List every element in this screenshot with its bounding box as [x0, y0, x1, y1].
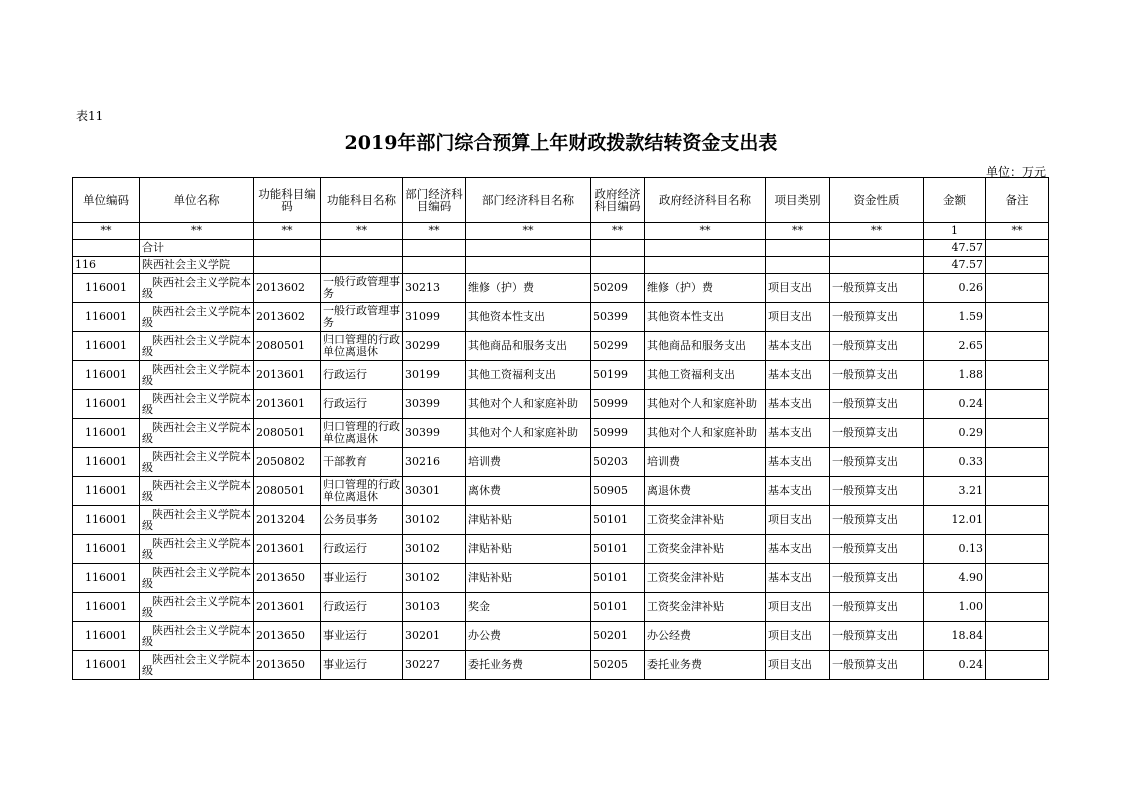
total-label: 合计	[140, 240, 254, 257]
dept-econ-code-cell: 30216	[403, 448, 466, 477]
func-name-cell: 归口管理的行政单位离退休	[321, 332, 403, 361]
func-name-cell: 行政运行	[321, 361, 403, 390]
note-cell	[986, 564, 1049, 593]
marker-cell: **	[403, 223, 466, 240]
amount-cell: 1.00	[924, 593, 986, 622]
note-cell	[986, 303, 1049, 332]
dept-econ-name-cell: 津贴补贴	[466, 564, 591, 593]
nature-cell: 一般预算支出	[830, 274, 924, 303]
unit-code-cell: 116001	[73, 390, 140, 419]
gov-econ-code-cell: 50209	[591, 274, 645, 303]
category-cell: 基本支出	[766, 564, 830, 593]
unit-name-cell: 陕西社会主义学院本级	[140, 274, 254, 303]
gov-econ-code-cell: 50101	[591, 535, 645, 564]
nature-cell: 一般预算支出	[830, 593, 924, 622]
func-name-cell: 公务员事务	[321, 506, 403, 535]
header-cell: 政府经济科目名称	[645, 178, 766, 223]
header-cell: 备注	[986, 178, 1049, 223]
gov-econ-name-cell: 其他对个人和家庭补助	[645, 390, 766, 419]
gov-econ-name-cell: 工资奖金津补贴	[645, 535, 766, 564]
gov-econ-name-cell: 其他对个人和家庭补助	[645, 419, 766, 448]
amount-cell: 1.88	[924, 361, 986, 390]
amount-cell: 0.33	[924, 448, 986, 477]
func-code-cell: 2050802	[254, 448, 321, 477]
func-code-cell: 2013602	[254, 274, 321, 303]
amount-cell: 18.84	[924, 622, 986, 651]
gov-econ-name-cell: 工资奖金津补贴	[645, 593, 766, 622]
func-name-cell: 事业运行	[321, 564, 403, 593]
unit-name-cell: 陕西社会主义学院本级	[140, 477, 254, 506]
note-cell	[986, 419, 1049, 448]
func-code-cell: 2013650	[254, 564, 321, 593]
dept-econ-code-cell: 30227	[403, 651, 466, 680]
unit-code-cell: 116001	[73, 564, 140, 593]
dept-econ-code-cell: 31099	[403, 303, 466, 332]
func-name-cell: 行政运行	[321, 535, 403, 564]
marker-cell: **	[830, 223, 924, 240]
gov-econ-code-cell: 50203	[591, 448, 645, 477]
func-name-cell: 干部教育	[321, 448, 403, 477]
category-cell: 项目支出	[766, 506, 830, 535]
category-cell: 项目支出	[766, 303, 830, 332]
gov-econ-code-cell: 50101	[591, 593, 645, 622]
nature-cell: 一般预算支出	[830, 651, 924, 680]
table-row	[73, 564, 1049, 593]
dept-econ-code-cell: 30399	[403, 419, 466, 448]
nature-cell: 一般预算支出	[830, 477, 924, 506]
dept-row	[73, 257, 1049, 274]
note-cell	[986, 332, 1049, 361]
unit-name-cell: 陕西社会主义学院本级	[140, 506, 254, 535]
amount-cell: 0.13	[924, 535, 986, 564]
note-cell	[986, 448, 1049, 477]
func-code-cell: 2013650	[254, 622, 321, 651]
table-row	[73, 361, 1049, 390]
header-cell: 资金性质	[830, 178, 924, 223]
table-number: 表11	[76, 109, 104, 123]
func-code-cell: 2013650	[254, 651, 321, 680]
dept-econ-name-cell: 其他资本性支出	[466, 303, 591, 332]
dept-econ-code-cell: 30102	[403, 506, 466, 535]
nature-cell: 一般预算支出	[830, 303, 924, 332]
table-row	[73, 506, 1049, 535]
nature-cell: 一般预算支出	[830, 361, 924, 390]
nature-cell: 一般预算支出	[830, 390, 924, 419]
unit-name-cell: 陕西社会主义学院本级	[140, 390, 254, 419]
gov-econ-code-cell: 50201	[591, 622, 645, 651]
unit-name-cell: 陕西社会主义学院本级	[140, 361, 254, 390]
table-row	[73, 419, 1049, 448]
budget-table	[72, 177, 1049, 680]
nature-cell: 一般预算支出	[830, 448, 924, 477]
unit-code-cell: 116001	[73, 303, 140, 332]
unit-name-cell: 陕西社会主义学院本级	[140, 564, 254, 593]
dept-econ-name-cell: 离休费	[466, 477, 591, 506]
amount-cell: 4.90	[924, 564, 986, 593]
dept-name: 陕西社会主义学院	[140, 257, 254, 274]
unit-code-cell: 116001	[73, 506, 140, 535]
func-code-cell: 2080501	[254, 332, 321, 361]
gov-econ-code-cell: 50999	[591, 419, 645, 448]
amount-cell: 0.24	[924, 651, 986, 680]
gov-econ-name-cell: 办公经费	[645, 622, 766, 651]
category-cell: 基本支出	[766, 332, 830, 361]
dept-econ-code-cell: 30199	[403, 361, 466, 390]
unit-code-cell: 116001	[73, 448, 140, 477]
note-cell	[986, 535, 1049, 564]
note-cell	[986, 390, 1049, 419]
dept-econ-name-cell: 津贴补贴	[466, 535, 591, 564]
unit-code-cell: 116001	[73, 535, 140, 564]
unit-name-cell: 陕西社会主义学院本级	[140, 332, 254, 361]
nature-cell: 一般预算支出	[830, 535, 924, 564]
header-cell: 单位名称	[140, 178, 254, 223]
unit-name-cell: 陕西社会主义学院本级	[140, 651, 254, 680]
unit-code-cell: 116001	[73, 332, 140, 361]
category-cell: 基本支出	[766, 477, 830, 506]
dept-econ-name-cell: 其他对个人和家庭补助	[466, 390, 591, 419]
amount-cell: 3.21	[924, 477, 986, 506]
marker-cell: **	[986, 223, 1049, 240]
marker-cell: 1	[924, 223, 986, 240]
note-cell	[986, 477, 1049, 506]
gov-econ-code-cell: 50905	[591, 477, 645, 506]
dept-amount: 47.57	[924, 257, 986, 274]
unit-name-cell: 陕西社会主义学院本级	[140, 535, 254, 564]
dept-econ-name-cell: 其他对个人和家庭补助	[466, 419, 591, 448]
func-name-cell: 归口管理的行政单位离退休	[321, 477, 403, 506]
note-cell	[986, 593, 1049, 622]
unit-code-cell: 116001	[73, 274, 140, 303]
func-code-cell: 2013601	[254, 593, 321, 622]
gov-econ-code-cell: 50299	[591, 332, 645, 361]
gov-econ-code-cell: 50101	[591, 506, 645, 535]
page-title: 2019年部门综合预算上年财政拨款结转资金支出表	[344, 132, 778, 154]
gov-econ-code-cell: 50205	[591, 651, 645, 680]
dept-econ-code-cell: 30213	[403, 274, 466, 303]
unit-code-cell: 116001	[73, 651, 140, 680]
func-name-cell: 行政运行	[321, 593, 403, 622]
func-code-cell: 2013602	[254, 303, 321, 332]
note-cell	[986, 622, 1049, 651]
unit-name-cell: 陕西社会主义学院本级	[140, 593, 254, 622]
gov-econ-name-cell: 委托业务费	[645, 651, 766, 680]
category-cell: 基本支出	[766, 419, 830, 448]
dept-econ-code-cell: 30201	[403, 622, 466, 651]
header-cell: 单位编码	[73, 178, 140, 223]
note-cell	[986, 274, 1049, 303]
unit-name-cell: 陕西社会主义学院本级	[140, 448, 254, 477]
marker-cell: **	[766, 223, 830, 240]
dept-econ-name-cell: 津贴补贴	[466, 506, 591, 535]
dept-econ-name-cell: 办公费	[466, 622, 591, 651]
dept-econ-name-cell: 培训费	[466, 448, 591, 477]
table-row	[73, 477, 1049, 506]
gov-econ-name-cell: 维修（护）费	[645, 274, 766, 303]
gov-econ-name-cell: 其他商品和服务支出	[645, 332, 766, 361]
nature-cell: 一般预算支出	[830, 419, 924, 448]
header-cell: 政府经济科目编码	[591, 178, 645, 223]
func-name-cell: 事业运行	[321, 622, 403, 651]
amount-cell: 1.59	[924, 303, 986, 332]
header-cell: 金额	[924, 178, 986, 223]
func-name-cell: 行政运行	[321, 390, 403, 419]
marker-cell: **	[321, 223, 403, 240]
dept-econ-code-cell: 30103	[403, 593, 466, 622]
header-cell: 部门经济科目名称	[466, 178, 591, 223]
func-name-cell: 事业运行	[321, 651, 403, 680]
amount-cell: 0.26	[924, 274, 986, 303]
marker-cell: **	[140, 223, 254, 240]
marker-cell: **	[466, 223, 591, 240]
unit-name-cell: 陕西社会主义学院本级	[140, 419, 254, 448]
header-cell: 部门经济科目编码	[403, 178, 466, 223]
dept-code: 116	[73, 257, 140, 274]
note-cell	[986, 651, 1049, 680]
func-code-cell: 2080501	[254, 477, 321, 506]
dept-econ-name-cell: 维修（护）费	[466, 274, 591, 303]
note-cell	[986, 506, 1049, 535]
dept-econ-code-cell: 30102	[403, 564, 466, 593]
dept-econ-name-cell: 其他商品和服务支出	[466, 332, 591, 361]
category-cell: 基本支出	[766, 361, 830, 390]
header-cell: 功能科目名称	[321, 178, 403, 223]
table-row	[73, 593, 1049, 622]
gov-econ-name-cell: 工资奖金津补贴	[645, 506, 766, 535]
nature-cell: 一般预算支出	[830, 332, 924, 361]
gov-econ-name-cell: 工资奖金津补贴	[645, 564, 766, 593]
amount-cell: 12.01	[924, 506, 986, 535]
unit-name-cell: 陕西社会主义学院本级	[140, 622, 254, 651]
category-cell: 项目支出	[766, 622, 830, 651]
table-row	[73, 535, 1049, 564]
nature-cell: 一般预算支出	[830, 564, 924, 593]
amount-cell: 0.29	[924, 419, 986, 448]
func-code-cell: 2080501	[254, 419, 321, 448]
marker-cell: **	[645, 223, 766, 240]
total-amount: 47.57	[924, 240, 986, 257]
table-row	[73, 274, 1049, 303]
unit-code-cell: 116001	[73, 477, 140, 506]
header-cell: 功能科目编码	[254, 178, 321, 223]
dept-econ-code-cell: 30299	[403, 332, 466, 361]
dept-econ-name-cell: 其他工资福利支出	[466, 361, 591, 390]
unit-code-cell: 116001	[73, 622, 140, 651]
func-code-cell: 2013204	[254, 506, 321, 535]
header-cell: 项目类别	[766, 178, 830, 223]
gov-econ-code-cell: 50101	[591, 564, 645, 593]
gov-econ-name-cell: 其他资本性支出	[645, 303, 766, 332]
gov-econ-name-cell: 培训费	[645, 448, 766, 477]
table-row	[73, 622, 1049, 651]
total-row	[73, 240, 1049, 257]
table-row	[73, 448, 1049, 477]
dept-econ-name-cell: 奖金	[466, 593, 591, 622]
func-code-cell: 2013601	[254, 535, 321, 564]
func-code-cell: 2013601	[254, 390, 321, 419]
gov-econ-name-cell: 离退休费	[645, 477, 766, 506]
note-cell	[986, 361, 1049, 390]
marker-cell: **	[254, 223, 321, 240]
category-cell: 项目支出	[766, 651, 830, 680]
header-row	[73, 178, 1049, 223]
dept-econ-name-cell: 委托业务费	[466, 651, 591, 680]
unit-name-cell: 陕西社会主义学院本级	[140, 303, 254, 332]
func-code-cell: 2013601	[254, 361, 321, 390]
table-row	[73, 651, 1049, 680]
gov-econ-name-cell: 其他工资福利支出	[645, 361, 766, 390]
category-cell: 基本支出	[766, 390, 830, 419]
unit-label: 单位：万元	[985, 165, 1046, 179]
unit-code-cell: 116001	[73, 361, 140, 390]
nature-cell: 一般预算支出	[830, 622, 924, 651]
func-name-cell: 一般行政管理事务	[321, 274, 403, 303]
unit-code-cell: 116001	[73, 593, 140, 622]
func-name-cell: 归口管理的行政单位离退休	[321, 419, 403, 448]
nature-cell: 一般预算支出	[830, 506, 924, 535]
gov-econ-code-cell: 50199	[591, 361, 645, 390]
unit-code-cell: 116001	[73, 419, 140, 448]
gov-econ-code-cell: 50999	[591, 390, 645, 419]
category-cell: 基本支出	[766, 448, 830, 477]
amount-cell: 0.24	[924, 390, 986, 419]
table-row	[73, 303, 1049, 332]
category-cell: 项目支出	[766, 593, 830, 622]
table-row	[73, 332, 1049, 361]
category-cell: 基本支出	[766, 535, 830, 564]
dept-econ-code-cell: 30301	[403, 477, 466, 506]
func-name-cell: 一般行政管理事务	[321, 303, 403, 332]
marker-cell: **	[73, 223, 140, 240]
marker-cell: **	[591, 223, 645, 240]
dept-econ-code-cell: 30399	[403, 390, 466, 419]
marker-row	[73, 223, 1049, 240]
table-row	[73, 390, 1049, 419]
gov-econ-code-cell: 50399	[591, 303, 645, 332]
dept-econ-code-cell: 30102	[403, 535, 466, 564]
category-cell: 项目支出	[766, 274, 830, 303]
amount-cell: 2.65	[924, 332, 986, 361]
